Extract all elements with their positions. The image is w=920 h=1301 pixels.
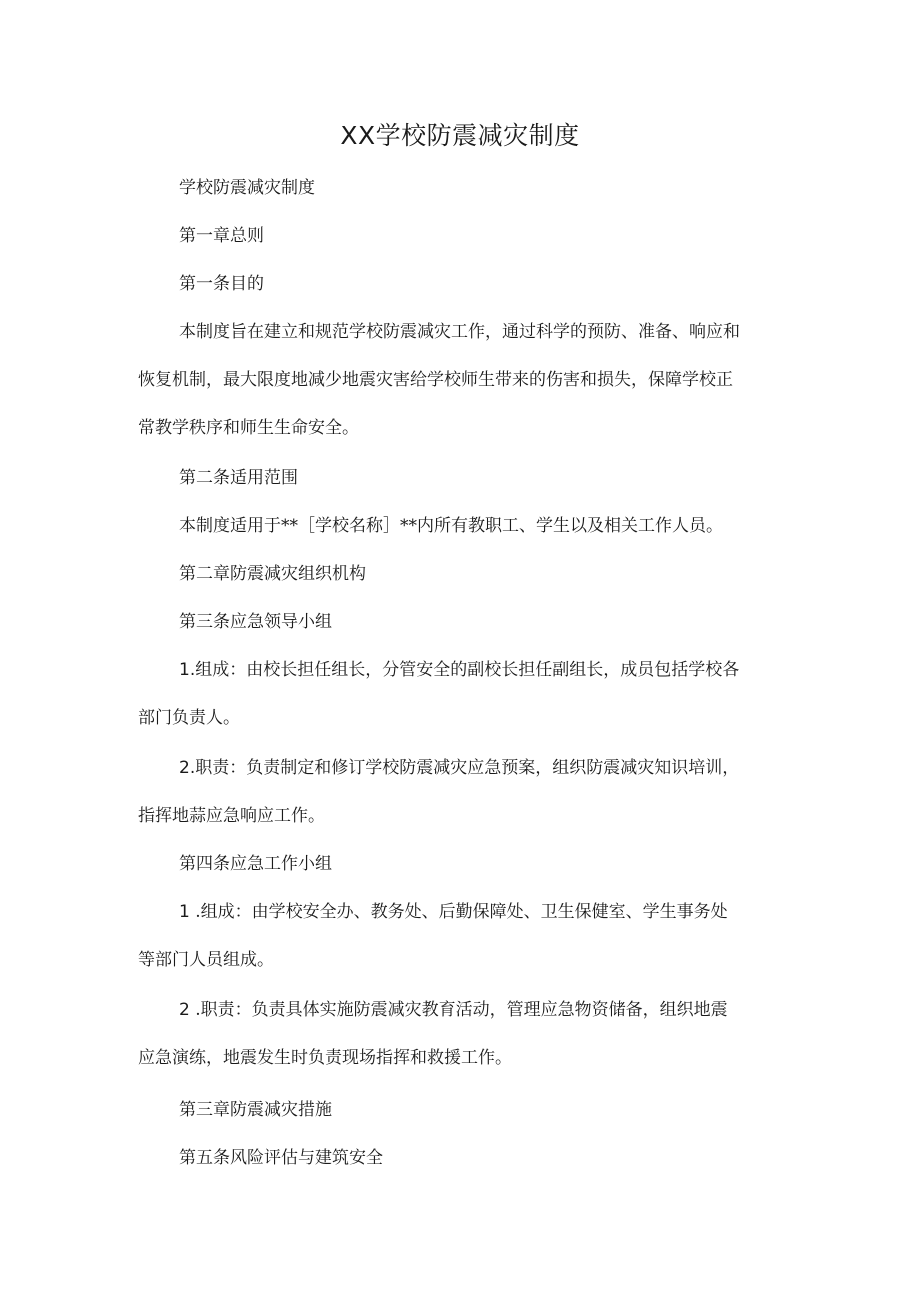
article-3-item-1-line-2: 部门负责人。: [138, 708, 240, 728]
article-4-item-2: [138, 986, 788, 1082]
chapter-1-heading: 第一章总则: [179, 226, 264, 246]
article-4-item-1-number: 1: [179, 902, 190, 922]
article-4-item-2-text: .职责：负责具体实施防震减灾教育活动，管理应急物资储备，组织地震: [189, 1000, 728, 1020]
article-3-item-1-line-1: [138, 646, 788, 694]
article-1-heading: 第一条目的: [179, 274, 264, 294]
article-3-item-2-number: 2.: [179, 758, 196, 778]
article-2-body: 本制度适用于**［学校名称］**内所有教职工、学生以及相关工作人员。: [179, 516, 723, 536]
article-3-item-2-text: 职责：负责制定和修订学校防震减灾应急预案，组织防震减灾知识培训，: [195, 758, 740, 778]
article-1-line-1: 本制度旨在建立和规范学校防震减灾工作，通过科学的预防、准备、响应和: [179, 322, 740, 342]
article-3-item-2-line-1: [138, 744, 788, 792]
article-4-item-2-line-2: 应急演练，地震发生时负责现场指挥和救援工作。: [138, 1048, 512, 1068]
article-3-item-2: [138, 744, 788, 840]
article-5-heading: 第五条风险评估与建筑安全: [179, 1148, 383, 1168]
article-4-item-1-line-1: [138, 888, 788, 936]
document-title: XX学校防震减灾制度: [340, 121, 580, 150]
article-4-heading: 第四条应急工作小组: [179, 854, 332, 874]
article-3-item-1: [138, 646, 788, 742]
article-4-item-1: [138, 888, 788, 984]
chapter-3-heading: 第三章防震减灾措施: [179, 1100, 332, 1120]
article-4-item-2-line-1: [138, 986, 788, 1034]
article-3-heading: 第三条应急领导小组: [179, 612, 332, 632]
article-1-body: [138, 308, 788, 452]
chapter-2-heading: 第二章防震减灾组织机构: [179, 564, 366, 584]
article-2-heading: 第二条适用范围: [179, 468, 298, 488]
subtitle: 学校防震减灾制度: [179, 178, 315, 198]
article-1-line-3: 常教学秩序和师生生命安全。: [138, 418, 359, 438]
article-4-item-2-number: 2: [179, 1000, 190, 1020]
article-1-line-2: 恢复机制，最大限度地减少地震灾害给学校师生带来的伤害和损失，保障学校正: [138, 370, 733, 390]
article-3-item-2-line-2: 指挥地蒜应急响应工作。: [138, 806, 325, 826]
article-3-item-1-number: 1.: [179, 660, 196, 680]
article-3-item-1-text: 组成：由校长担任组长，分管安全的副校长担任副组长，成员包括学校各: [195, 660, 740, 680]
article-4-item-1-line-2: 等部门人员组成。: [138, 950, 274, 970]
article-4-item-1-text: .组成：由学校安全办、教务处、后勤保障处、卫生保健室、学生事务处: [189, 902, 728, 922]
